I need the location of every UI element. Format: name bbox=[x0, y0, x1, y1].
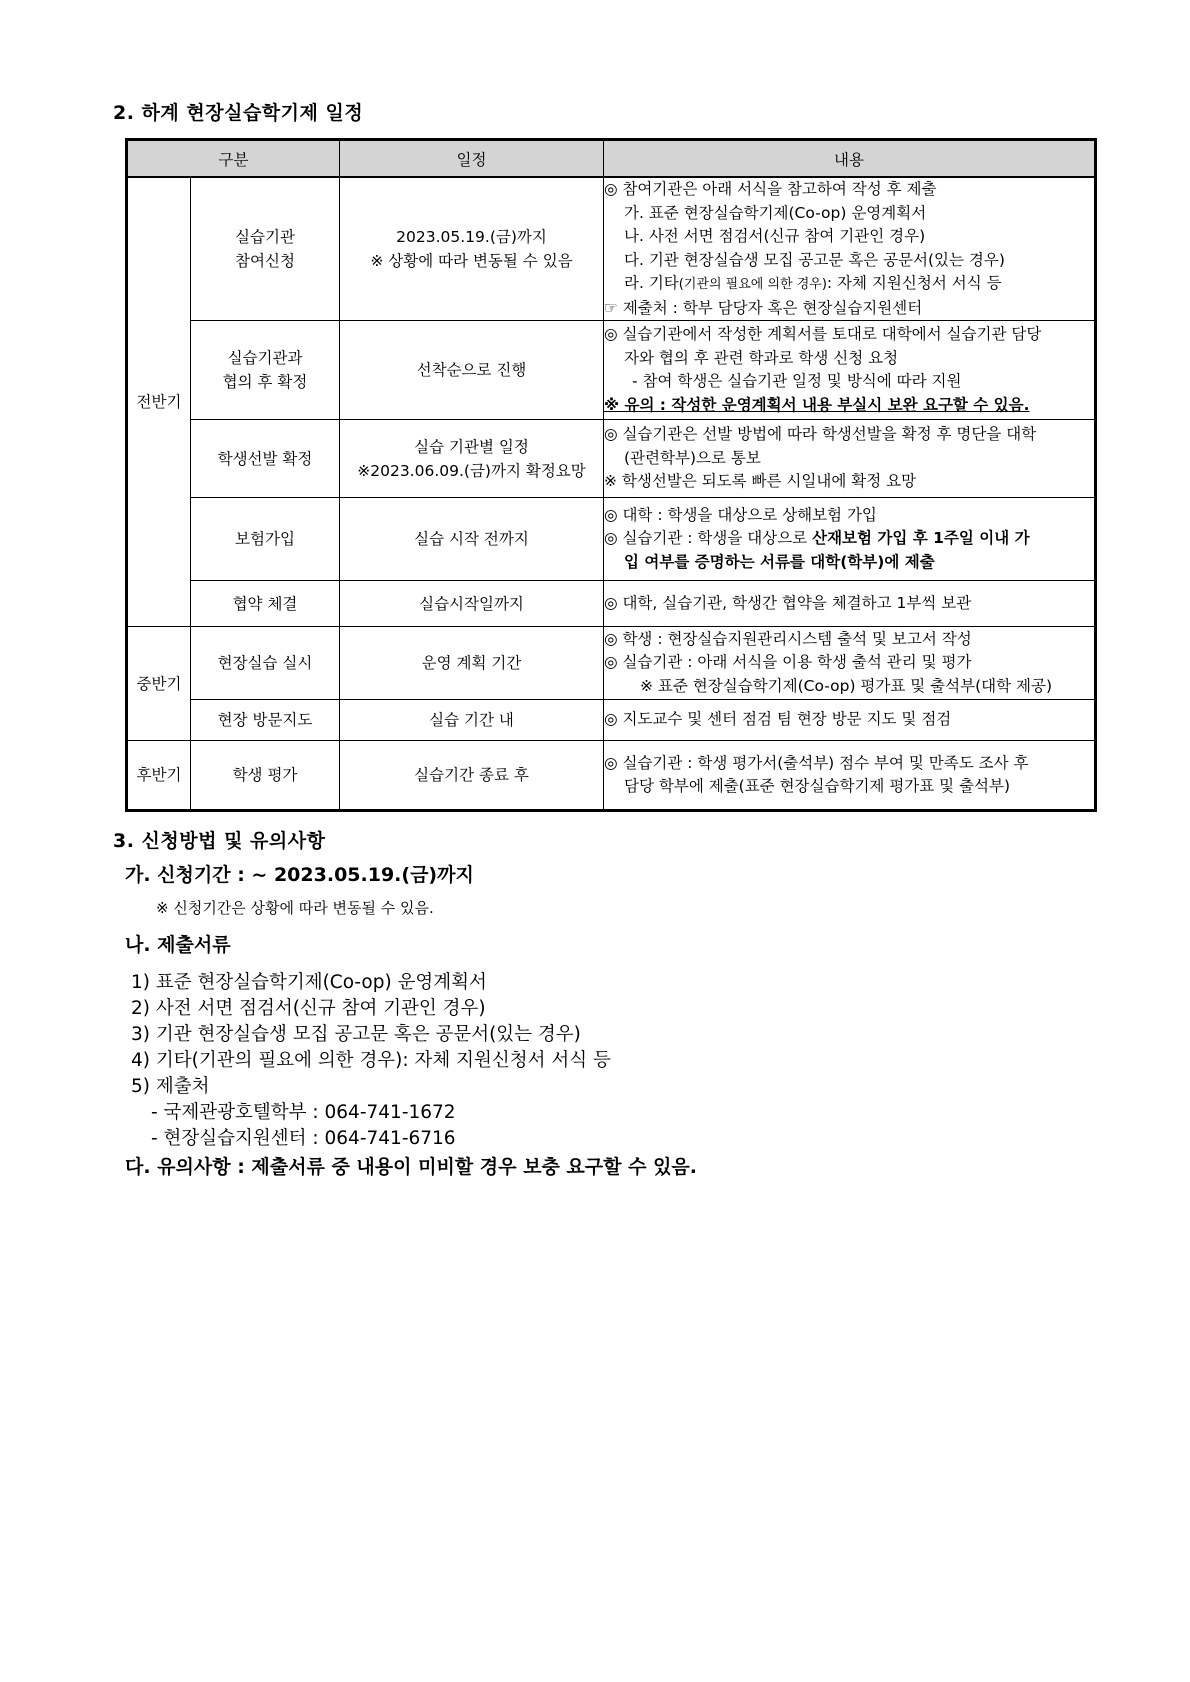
schedule-cell: 선착순으로 진행 bbox=[340, 321, 604, 420]
content-line: 나. 사전 서면 점검서(신규 참여 기관인 경우) bbox=[624, 227, 926, 245]
contact-item: - 현장실습지원센터 : 064-741-6716 bbox=[151, 1128, 456, 1149]
content-cell bbox=[604, 321, 1096, 420]
schedule-text: 2023.05.19.(금)까지 bbox=[396, 228, 547, 246]
schedule-text: ※2023.06.09.(금)까지 확정요망 bbox=[357, 461, 586, 480]
table-row bbox=[127, 498, 1096, 581]
content-line: 입 여부를 증명하는 서류를 대학(학부)에 제출 bbox=[624, 552, 935, 571]
content-line bbox=[604, 272, 1094, 297]
table-row bbox=[127, 627, 1096, 700]
content-line: ☞ 제출처 : 학부 담당자 혹은 현장실습지원센터 bbox=[604, 298, 923, 317]
period-first-half: 전반기 bbox=[127, 177, 191, 627]
caution-text: 다. 유의사항 : 제출서류 중 내용이 미비할 경우 보충 요구할 수 있음. bbox=[125, 1156, 698, 1178]
content-cell bbox=[604, 700, 1096, 741]
content-line bbox=[604, 527, 1094, 551]
content-line: ◎ 대학, 실습기관, 학생간 협약을 체결하고 1부씩 보관 bbox=[604, 593, 972, 612]
stage-cell: 현장실습 실시 bbox=[191, 627, 340, 700]
schedule-text: ※ 상황에 따라 변동될 수 있음 bbox=[370, 252, 573, 270]
document-item: 3) 기관 현장실습생 모집 공고문 혹은 공문서(있는 경우) bbox=[131, 1024, 581, 1045]
stage-cell: 학생선발 확정 bbox=[191, 420, 340, 498]
schedule-table bbox=[125, 138, 1097, 812]
content-line: ◎ 지도교수 및 센터 점검 팀 현장 방문 지도 및 점검 bbox=[604, 710, 952, 729]
stage-cell: 협약 체결 bbox=[191, 581, 340, 627]
schedule-text: 실습 기관별 일정 bbox=[414, 437, 529, 456]
stage-text: 참여신청 bbox=[235, 252, 295, 270]
content-line: ◎ 실습기관 : 학생 평가서(출석부) 점수 부여 및 만족도 조사 후 bbox=[604, 753, 1029, 772]
schedule-cell: 실습 기간 내 bbox=[340, 700, 604, 741]
table-row bbox=[127, 177, 1096, 321]
table-row bbox=[127, 741, 1096, 811]
content-text: (기관의 필요에 의한 경우) bbox=[678, 277, 827, 292]
stage-cell bbox=[191, 321, 340, 420]
table-row bbox=[127, 581, 1096, 627]
period-middle: 중반기 bbox=[127, 627, 191, 741]
stage-cell: 보험가입 bbox=[191, 498, 340, 581]
schedule-cell: 실습시작일까지 bbox=[340, 581, 604, 627]
stage-cell: 현장 방문지도 bbox=[191, 700, 340, 741]
content-line: ※ 유의 : 작성한 운영계획서 내용 부실시 보완 요구할 수 있음. bbox=[604, 395, 1030, 414]
document-item: 1) 표준 현장실습학기제(Co-op) 운영계획서 bbox=[131, 972, 487, 993]
stage-cell bbox=[191, 177, 340, 321]
content-cell bbox=[604, 177, 1096, 321]
schedule-cell: 운영 계획 기간 bbox=[340, 627, 604, 700]
content-cell bbox=[604, 498, 1096, 581]
content-line: ◎ 실습기관에서 작성한 계획서를 토대로 대학에서 실습기관 담당 bbox=[604, 325, 1042, 343]
header-content: 내용 bbox=[604, 140, 1096, 178]
content-text: ◎ 실습기관 : 학생을 대상으로 bbox=[604, 529, 813, 548]
section-2-title: 2. 하계 현장실습학기제 일정 bbox=[113, 102, 364, 124]
table-row bbox=[127, 700, 1096, 741]
content-line: 담당 학부에 제출(표준 현장실습학기제 평가표 및 출석부) bbox=[624, 777, 1011, 795]
content-cell bbox=[604, 741, 1096, 811]
content-cell bbox=[604, 581, 1096, 627]
content-cell bbox=[604, 627, 1096, 700]
content-text: 라. 기타 bbox=[624, 274, 679, 292]
table-header-row bbox=[127, 140, 1096, 178]
stage-cell: 학생 평가 bbox=[191, 741, 340, 811]
document-item: 5) 제출처 bbox=[131, 1076, 210, 1097]
content-line: ※ 표준 현장실습학기제(Co-op) 평가표 및 출석부(대학 제공) bbox=[640, 676, 1052, 695]
header-category: 구분 bbox=[127, 140, 340, 178]
content-cell bbox=[604, 420, 1096, 498]
content-line: 가. 표준 현장실습학기제(Co-op) 운영계획서 bbox=[624, 203, 927, 222]
content-line: ◎ 실습기관 : 아래 서식을 이용 학생 출석 관리 및 평가 bbox=[604, 653, 972, 672]
schedule-cell: 실습기간 종료 후 bbox=[340, 741, 604, 811]
schedule-cell bbox=[340, 420, 604, 498]
content-line: (관련학부)으로 통보 bbox=[624, 448, 761, 467]
content-line: ◎ 참여기관은 아래 서식을 참고하여 작성 후 제출 bbox=[604, 180, 937, 198]
document-item: 2) 사전 서면 점검서(신규 참여 기관인 경우) bbox=[131, 998, 486, 1019]
stage-text: 협의 후 확정 bbox=[222, 373, 308, 391]
content-line: ◎ 대학 : 학생을 대상으로 상해보험 가입 bbox=[604, 505, 877, 524]
section-3-title: 3. 신청방법 및 유의사항 bbox=[113, 830, 326, 852]
content-line: ◎ 실습기관은 선발 방법에 따라 학생선발을 확정 후 명단을 대학 bbox=[604, 425, 1037, 444]
stage-text: 실습기관과 bbox=[227, 349, 303, 367]
content-line: ◎ 학생 : 현장실습지원관리시스템 출석 및 보고서 작성 bbox=[604, 629, 972, 648]
header-schedule: 일정 bbox=[340, 140, 604, 178]
period-last: 후반기 bbox=[127, 741, 191, 811]
stage-text: 실습기관 bbox=[235, 228, 295, 246]
document-item: 4) 기타(기관의 필요에 의한 경우): 자체 지원신청서 서식 등 bbox=[131, 1050, 611, 1071]
content-text: 산재보험 가입 후 1주일 이내 가 bbox=[812, 529, 1030, 548]
table-row bbox=[127, 321, 1096, 420]
contact-item: - 국제관광호텔학부 : 064-741-1672 bbox=[151, 1102, 456, 1123]
application-period-title: 가. 신청기간 : ~ 2023.05.19.(금)까지 bbox=[125, 864, 474, 886]
table-row bbox=[127, 420, 1096, 498]
documents-title: 나. 제출서류 bbox=[125, 934, 231, 956]
schedule-cell bbox=[340, 177, 604, 321]
content-line: 다. 기관 현장실습생 모집 공고문 혹은 공문서(있는 경우) bbox=[624, 250, 1005, 269]
content-line: - 참여 학생은 실습기관 일정 및 방식에 따라 지원 bbox=[632, 372, 962, 390]
content-line: ※ 학생선발은 되도록 빠른 시일내에 확정 요망 bbox=[604, 472, 917, 491]
application-period-note: ※ 신청기간은 상황에 따라 변동될 수 있음. bbox=[156, 899, 434, 917]
content-line: 자와 협의 후 관련 학과로 학생 신청 요청 bbox=[624, 348, 899, 367]
schedule-cell: 실습 시작 전까지 bbox=[340, 498, 604, 581]
content-text: : 자체 지원신청서 서식 등 bbox=[826, 274, 1002, 292]
